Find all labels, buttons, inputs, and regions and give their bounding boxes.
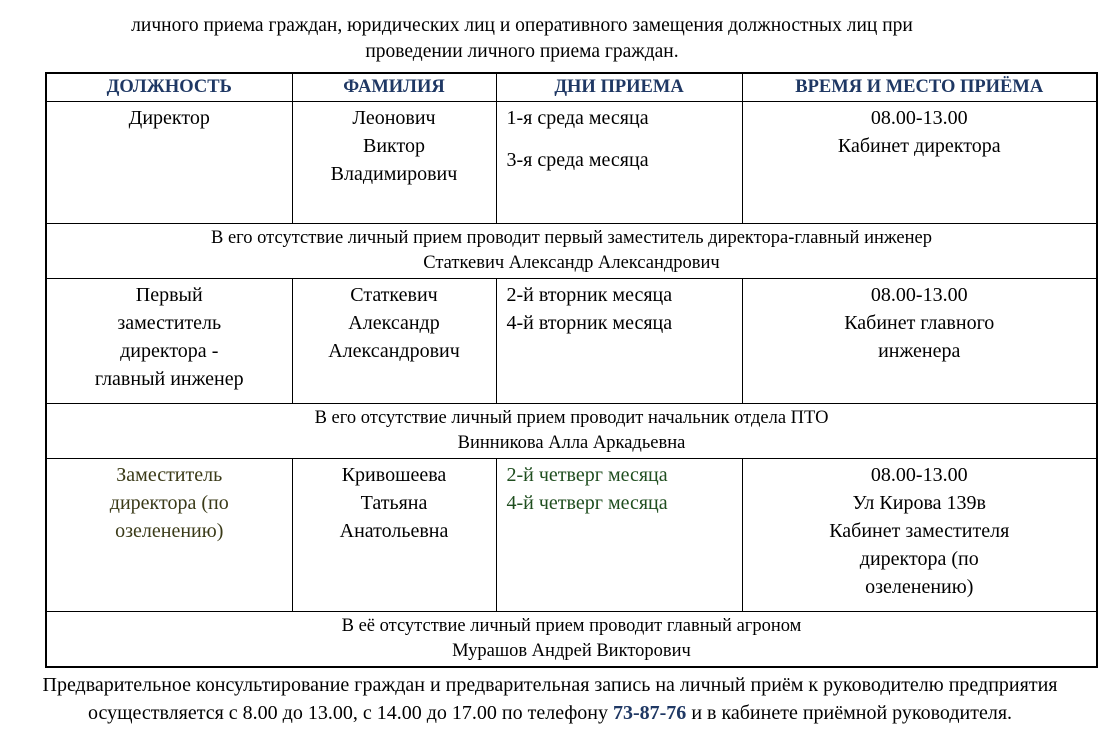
- position-line: главный инженер: [94, 367, 244, 390]
- intro-paragraph: [0, 0, 1044, 65]
- time-place-line: Кабинет главного: [844, 311, 995, 334]
- table-row-landscaping-deputy: [46, 458, 1097, 611]
- cell-director-position: [46, 101, 292, 223]
- intro-line-2: проведении личного приема граждан.: [365, 41, 679, 62]
- time-place-line: Ул Кирова 139в: [852, 491, 986, 514]
- cell-director-time-place: [742, 101, 1097, 223]
- header-position: ДОЛЖНОСТЬ: [46, 73, 292, 101]
- cell-landscaping-deputy-substitute-note: [46, 611, 1097, 667]
- days-line: 2-й четверг месяца: [506, 463, 668, 486]
- note-row-landscaping-deputy-substitute: [46, 611, 1097, 667]
- note-line: Статкевич Александр Александрович: [423, 252, 720, 273]
- name-line: Татьяна: [360, 491, 428, 514]
- note-line: В её отсутствие личный прием проводит главный агроном: [341, 615, 802, 636]
- note-line: В его отсутствие личный прием проводит начальник отдела ПТО: [314, 407, 829, 428]
- table-row-first-deputy: [46, 278, 1097, 403]
- cell-first-deputy-days: [496, 278, 742, 403]
- header-reception-days: ДНИ ПРИЕМА: [496, 73, 742, 101]
- days-line: 3-я среда месяца: [506, 148, 649, 171]
- position-line: озеленению): [115, 519, 224, 542]
- position-line: Первый: [135, 283, 203, 306]
- header-surname: ФАМИЛИЯ: [292, 73, 496, 101]
- time-place-line: директора (по: [859, 547, 979, 570]
- position-line: директора (по: [109, 491, 229, 514]
- time-place-line: Кабинет директора: [837, 134, 1001, 157]
- footer-line-2: [0, 699, 1100, 727]
- header-time-place: ВРЕМЯ И МЕСТО ПРИЁМА: [742, 73, 1097, 101]
- name-line: Александр: [348, 311, 440, 334]
- days-line: 4-й четверг месяца: [506, 491, 668, 514]
- cell-director-substitute-note: [46, 223, 1097, 278]
- table-row-director: [46, 101, 1097, 223]
- days-line: 1-я среда месяца: [506, 106, 649, 129]
- note-line: Мурашов Андрей Викторович: [452, 640, 691, 661]
- footer-line-2-before-phone: осуществляется с 8.00 до 13.00, с 14.00 до 17.00 по телефону: [87, 701, 613, 724]
- name-line: Владимирович: [330, 162, 458, 185]
- name-line: Кривошеева: [341, 463, 447, 486]
- footer-line-2-after-phone: и в кабинете приёмной руководителя.: [686, 701, 1013, 724]
- cell-first-deputy-position: [46, 278, 292, 403]
- time-place-line: озеленению): [865, 575, 974, 598]
- cell-landscaping-deputy-name: [292, 458, 496, 611]
- note-line: В его отсутствие личный прием проводит первый заместитель директора-главный инженер: [211, 227, 932, 248]
- name-line: Анатольевна: [339, 519, 449, 542]
- position-line: Директор: [128, 106, 210, 129]
- time-place-line: инженера: [878, 339, 961, 362]
- days-line: 4-й вторник месяца: [506, 311, 673, 334]
- cell-director-days: [496, 101, 742, 223]
- note-row-director-substitute: [46, 223, 1097, 278]
- note-line: Винникова Алла Аркадьевна: [457, 432, 686, 453]
- name-line: Статкевич: [350, 283, 438, 306]
- time-place-line: Кабинет заместителя: [829, 519, 1010, 542]
- time-place-line: 08.00-13.00: [870, 106, 968, 129]
- table-header-row: [46, 73, 1097, 101]
- position-line: директора -: [120, 339, 219, 362]
- note-row-first-deputy-substitute: [46, 403, 1097, 458]
- cell-first-deputy-time-place: [742, 278, 1097, 403]
- name-line: Александрович: [328, 339, 460, 362]
- position-line: Заместитель: [116, 463, 223, 486]
- cell-landscaping-deputy-position: [46, 458, 292, 611]
- position-line: заместитель: [117, 311, 222, 334]
- cell-director-name: [292, 101, 496, 223]
- days-line: 2-й вторник месяца: [506, 283, 673, 306]
- time-place-line: 08.00-13.00: [870, 463, 968, 486]
- footer-paragraph: [0, 671, 1100, 727]
- cell-first-deputy-name: [292, 278, 496, 403]
- cell-landscaping-deputy-days: [496, 458, 742, 611]
- name-line: Леонович: [352, 106, 436, 129]
- time-place-line: 08.00-13.00: [870, 283, 968, 306]
- intro-line-1: личного приема граждан, юридических лиц и оперативного замещения должностных лиц при: [131, 15, 913, 36]
- reception-schedule-table: [45, 72, 1098, 668]
- cell-first-deputy-substitute-note: [46, 403, 1097, 458]
- footer-line-1: Предварительное консультирование граждан и предварительная запись на личный приём к руководителю предприятия: [42, 673, 1058, 696]
- cell-landscaping-deputy-time-place: [742, 458, 1097, 611]
- name-line: Виктор: [363, 134, 425, 157]
- phone-number: 73-87-76: [612, 701, 687, 724]
